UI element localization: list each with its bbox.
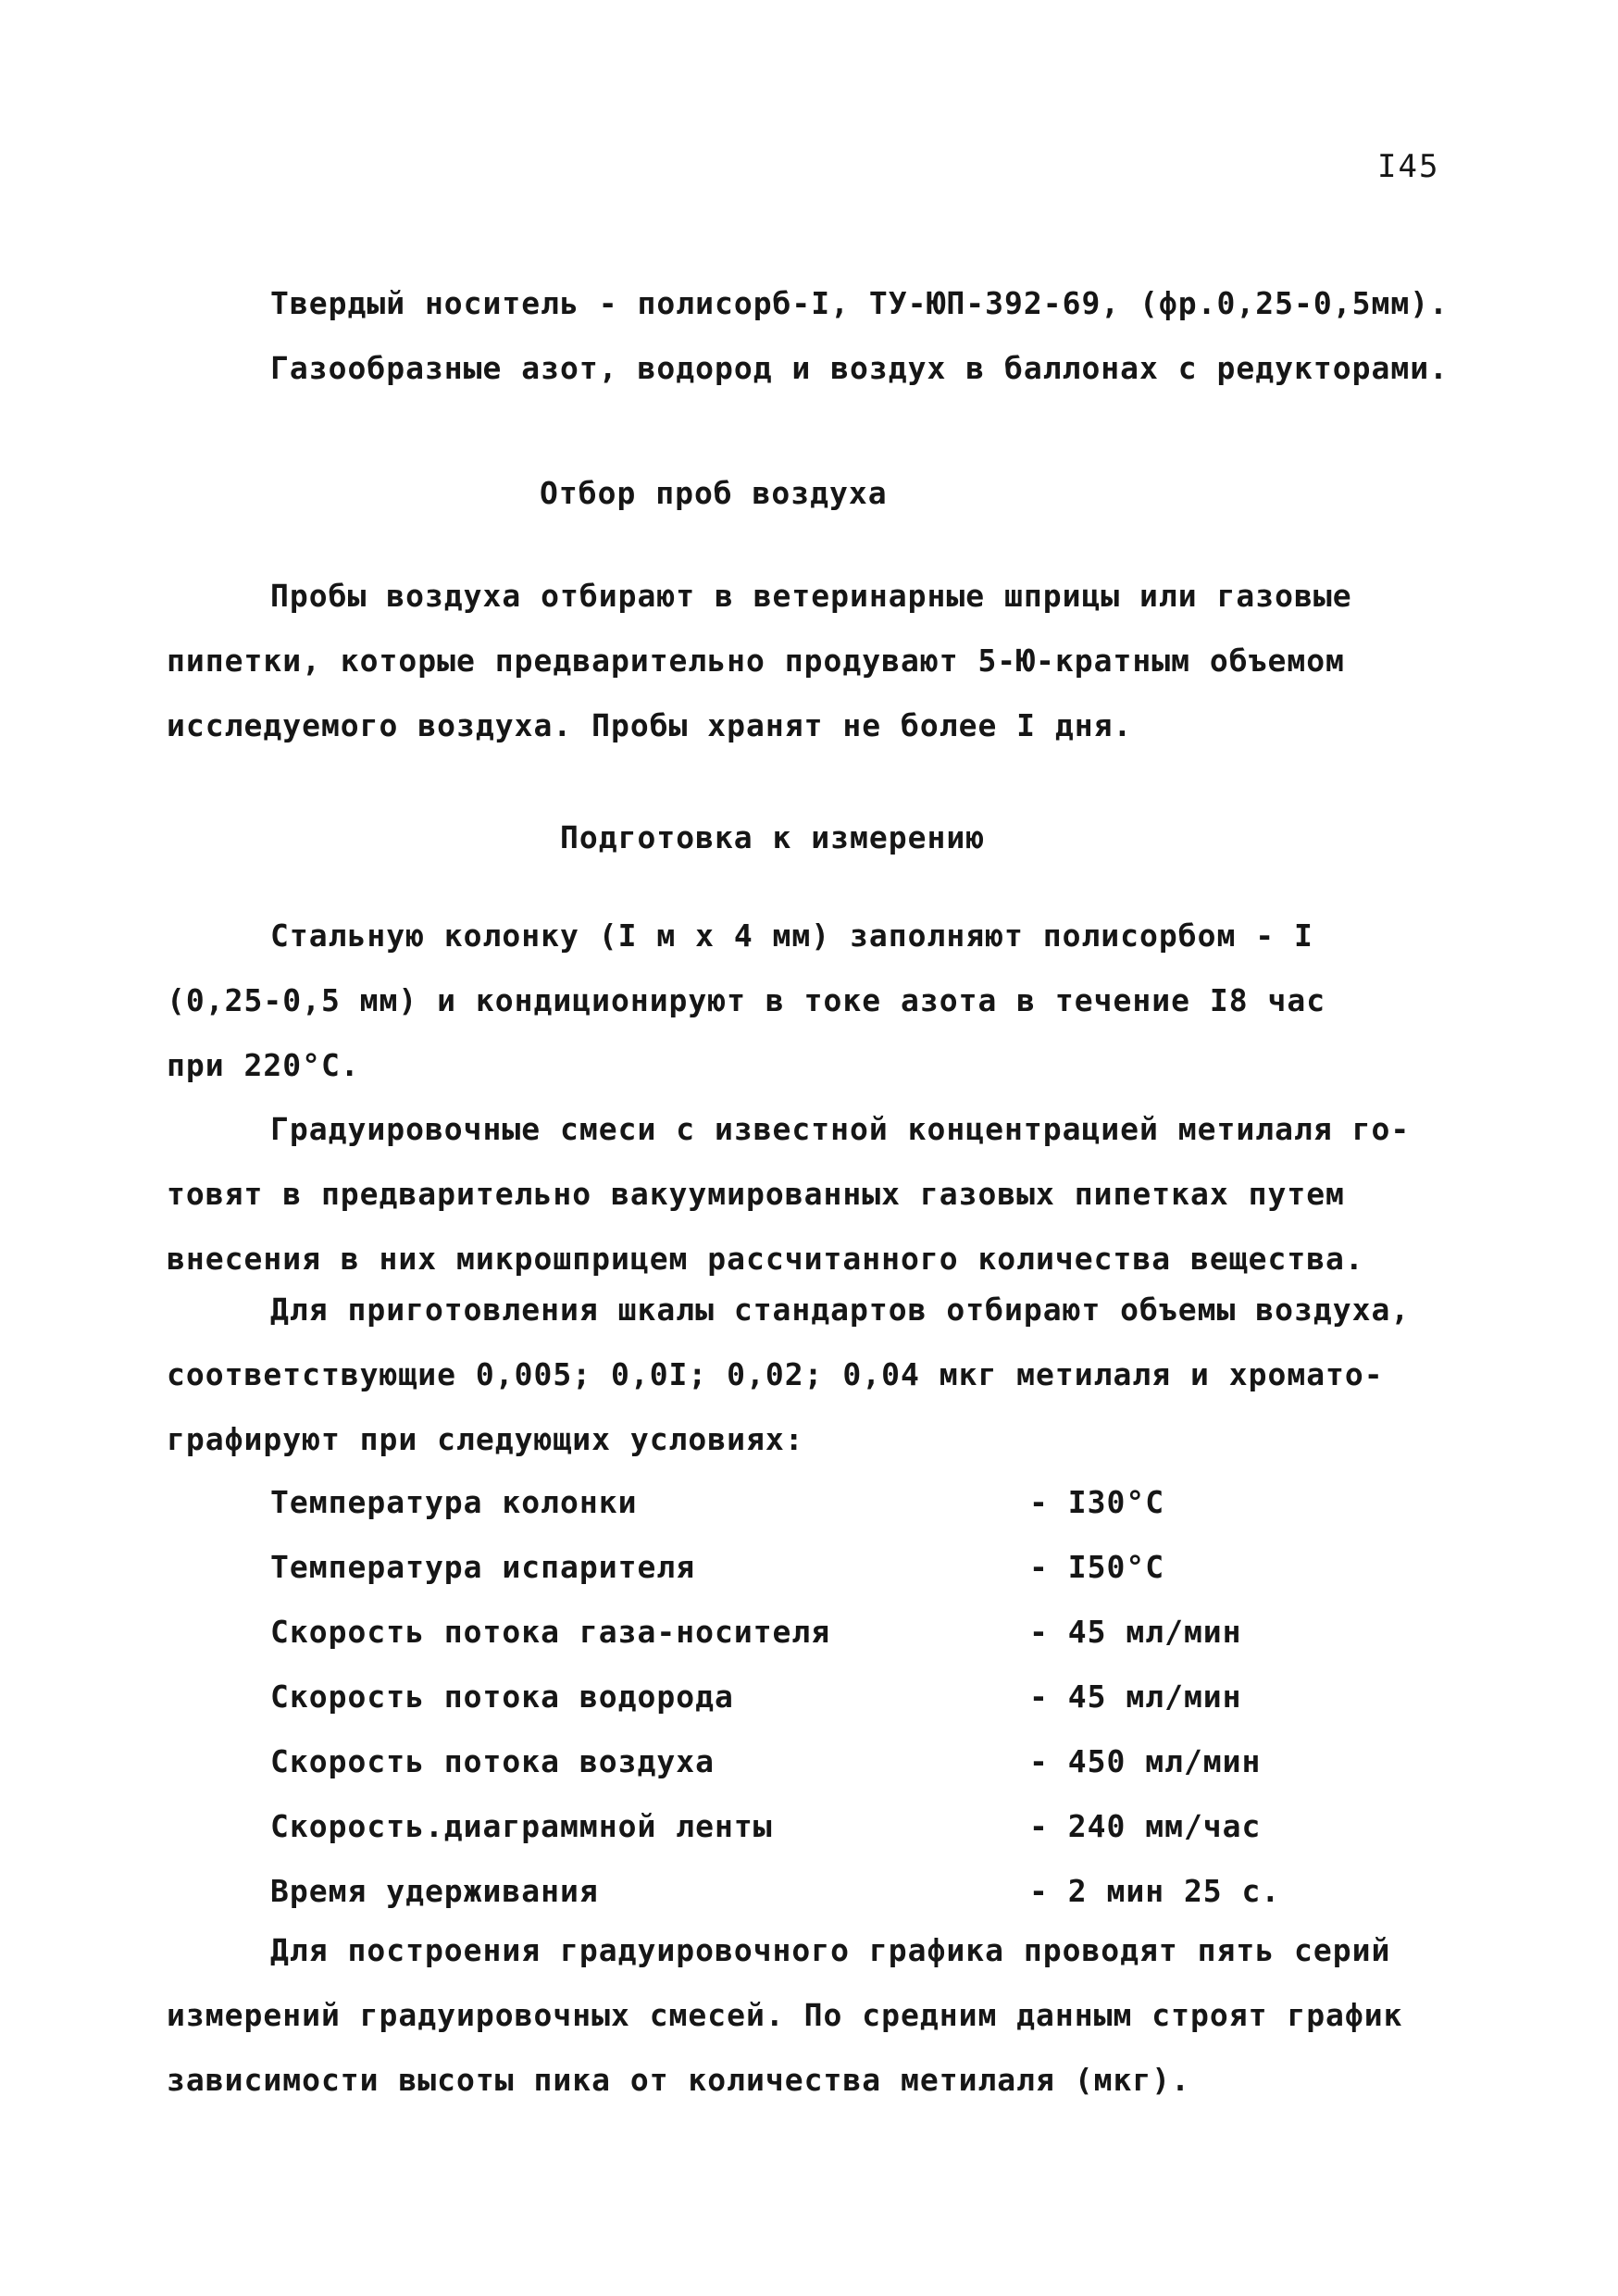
- intro-line: Твердый носитель - полисорб-I, ТУ-ЮП-392-69, (фр.0,25-0,5мм).: [270, 285, 1449, 321]
- condition-value: - 45 мл/мин: [1029, 1678, 1242, 1715]
- paragraph-line: измерений градуировочных смесей. По средним данным строят график: [167, 1997, 1403, 2033]
- paragraph-line: Пробы воздуха отбирают в ветеринарные шприцы или газовые: [270, 578, 1352, 614]
- paragraph-line: Градуировочные смеси с известной концентрацией метилаля го-: [270, 1111, 1411, 1147]
- condition-label: Время удерживания: [270, 1873, 599, 1909]
- condition-label: Скорость потока газа-носителя: [270, 1614, 831, 1650]
- condition-value: - I30°С: [1029, 1484, 1165, 1520]
- paragraph-line: (0,25-0,5 мм) и кондиционируют в токе азота в течение I8 час: [167, 982, 1326, 1018]
- condition-value: - 450 мл/мин: [1029, 1743, 1262, 1779]
- intro-line: Газообразные азот, водород и воздух в баллонах с редукторами.: [270, 350, 1449, 386]
- page-number: I45: [1377, 148, 1440, 185]
- condition-row: [270, 1600, 1344, 1665]
- paragraph-line: соответствующие 0,005; 0,0I; 0,02; 0,04 мкг метилаля и хромато-: [167, 1356, 1384, 1392]
- conditions-list: [270, 1470, 1344, 1924]
- paragraph-line: Стальную колонку (I м х 4 мм) заполняют полисорбом - I: [270, 917, 1313, 954]
- condition-row: [270, 1470, 1344, 1535]
- condition-label: Температура колонки: [270, 1484, 638, 1520]
- condition-row: [270, 1665, 1344, 1729]
- paragraph-line: при 220°С.: [167, 1047, 360, 1083]
- paragraph-line: пипетки, которые предварительно продувают 5-Ю-кратным объемом: [167, 643, 1345, 679]
- paragraph-line: Для приготовления шкалы стандартов отбирают объемы воздуха,: [270, 1292, 1411, 1328]
- condition-label: Скорость.диаграммной ленты: [270, 1808, 773, 1844]
- column-paragraph: [167, 904, 1462, 1098]
- paragraph-line: исследуемого воздуха. Пробы хранят не более I дня.: [167, 707, 1133, 743]
- final-paragraph: [167, 1918, 1462, 2113]
- condition-row: [270, 1794, 1344, 1859]
- mixtures-paragraph: [167, 1097, 1462, 1292]
- condition-value: - 45 мл/мин: [1029, 1614, 1242, 1650]
- condition-value: - I50°С: [1029, 1549, 1165, 1585]
- paragraph-line: товят в предварительно вакуумированных газовых пипетках путем: [167, 1176, 1345, 1212]
- paragraph-line: внесения в них микрошприцем рассчитанного количества вещества.: [167, 1241, 1364, 1277]
- condition-label: Скорость потока водорода: [270, 1678, 734, 1715]
- condition-row: [270, 1535, 1344, 1600]
- section-title-preparation: Подготовка к измерению: [560, 819, 986, 855]
- paragraph-line: Для построения градуировочного графика проводят пять серий: [270, 1932, 1391, 1968]
- paragraph-line: зависимости высоты пика от количества метилаля (мкг).: [167, 2062, 1190, 2098]
- section-title-sampling: Отбор проб воздуха: [540, 475, 888, 511]
- intro-paragraph: [167, 271, 1462, 401]
- condition-row: [270, 1859, 1344, 1924]
- sampling-paragraph: [167, 564, 1462, 758]
- paragraph-line: графируют при следующих условиях:: [167, 1421, 804, 1457]
- standards-paragraph: [167, 1278, 1462, 1472]
- condition-label: Скорость потока воздуха: [270, 1743, 715, 1779]
- condition-value: - 2 мин 25 с.: [1029, 1873, 1281, 1909]
- condition-value: - 240 мм/час: [1029, 1808, 1262, 1844]
- condition-label: Температура испарителя: [270, 1549, 696, 1585]
- condition-row: [270, 1729, 1344, 1794]
